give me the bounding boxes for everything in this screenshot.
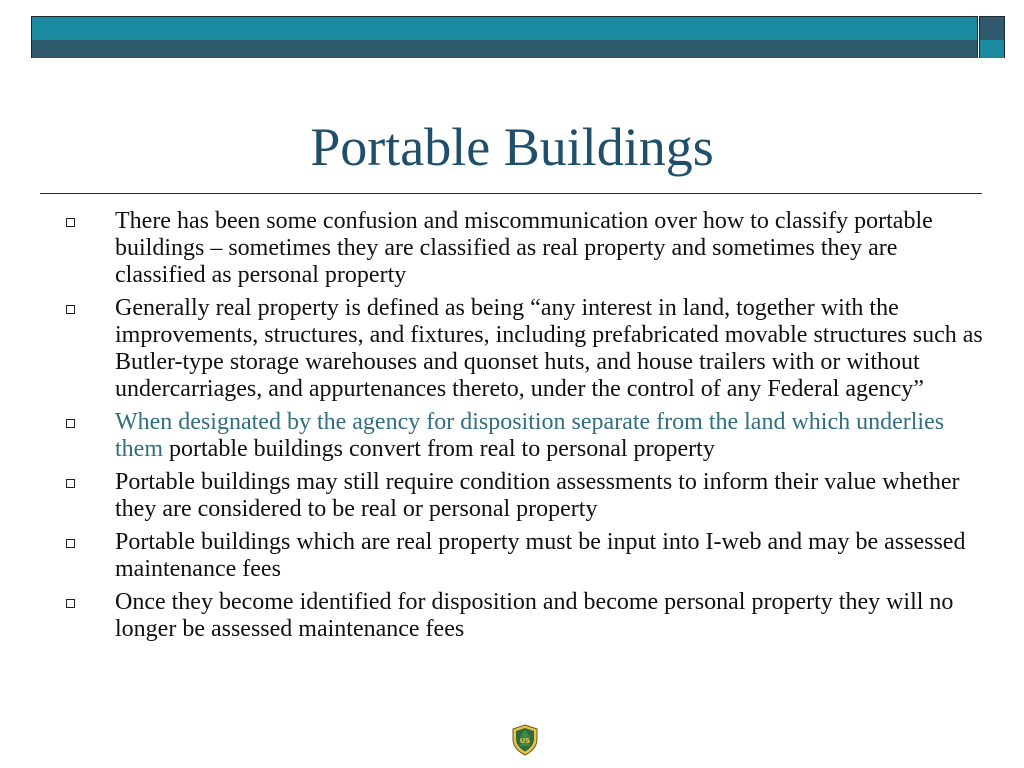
square-bullet-icon bbox=[66, 599, 75, 608]
slide-title: Portable Buildings bbox=[310, 117, 714, 177]
bullet-text: Generally real property is defined as being “any interest in land, together with the improvements, structures, and fixtures, including prefabricated movable structures such as Butler-type storage warehouses and quonset huts, and house trailers with or without undercarriages, and appurtenances thereto, under the control of any Federal agency” bbox=[115, 295, 983, 402]
forest-service-shield-icon bbox=[511, 724, 539, 756]
top-banner-side-stripe bbox=[980, 40, 1004, 58]
square-bullet-icon bbox=[66, 305, 75, 314]
square-bullet-icon bbox=[66, 218, 75, 227]
top-banner bbox=[31, 16, 978, 58]
title-divider bbox=[40, 193, 982, 194]
top-banner-side-block bbox=[979, 16, 1005, 58]
bullet-accent-text: When designated by the agency for disposition separate from the land which underlies them bbox=[115, 409, 945, 462]
bullet-text: Once they become identified for disposition and become personal property they will no longer be assessed maintenance fees bbox=[115, 589, 954, 642]
square-bullet-icon bbox=[66, 479, 75, 488]
top-banner-stripe bbox=[32, 40, 977, 58]
bullet-text: There has been some confusion and miscommunication over how to classify portable buildings – sometimes they are classified as real property and sometimes they are classified as personal property bbox=[115, 208, 933, 288]
bullet-item bbox=[0, 469, 1024, 523]
bullet-text: Portable buildings which are real property must be input into I-web and may be assessed maintenance fees bbox=[115, 529, 966, 582]
bullet-item bbox=[0, 295, 1024, 403]
bullet-text: portable buildings convert from real to personal property bbox=[163, 436, 715, 462]
bullet-item bbox=[0, 208, 1024, 289]
bullet-item bbox=[0, 589, 1024, 643]
bullet-list bbox=[0, 208, 1024, 649]
logo-lettering: US bbox=[519, 737, 531, 745]
bullet-item bbox=[0, 529, 1024, 583]
bullet-item bbox=[0, 409, 1024, 463]
bullet-text: Portable buildings may still require condition assessments to inform their value whether they are considered to be real or personal property bbox=[115, 469, 960, 522]
square-bullet-icon bbox=[66, 419, 75, 428]
square-bullet-icon bbox=[66, 539, 75, 548]
